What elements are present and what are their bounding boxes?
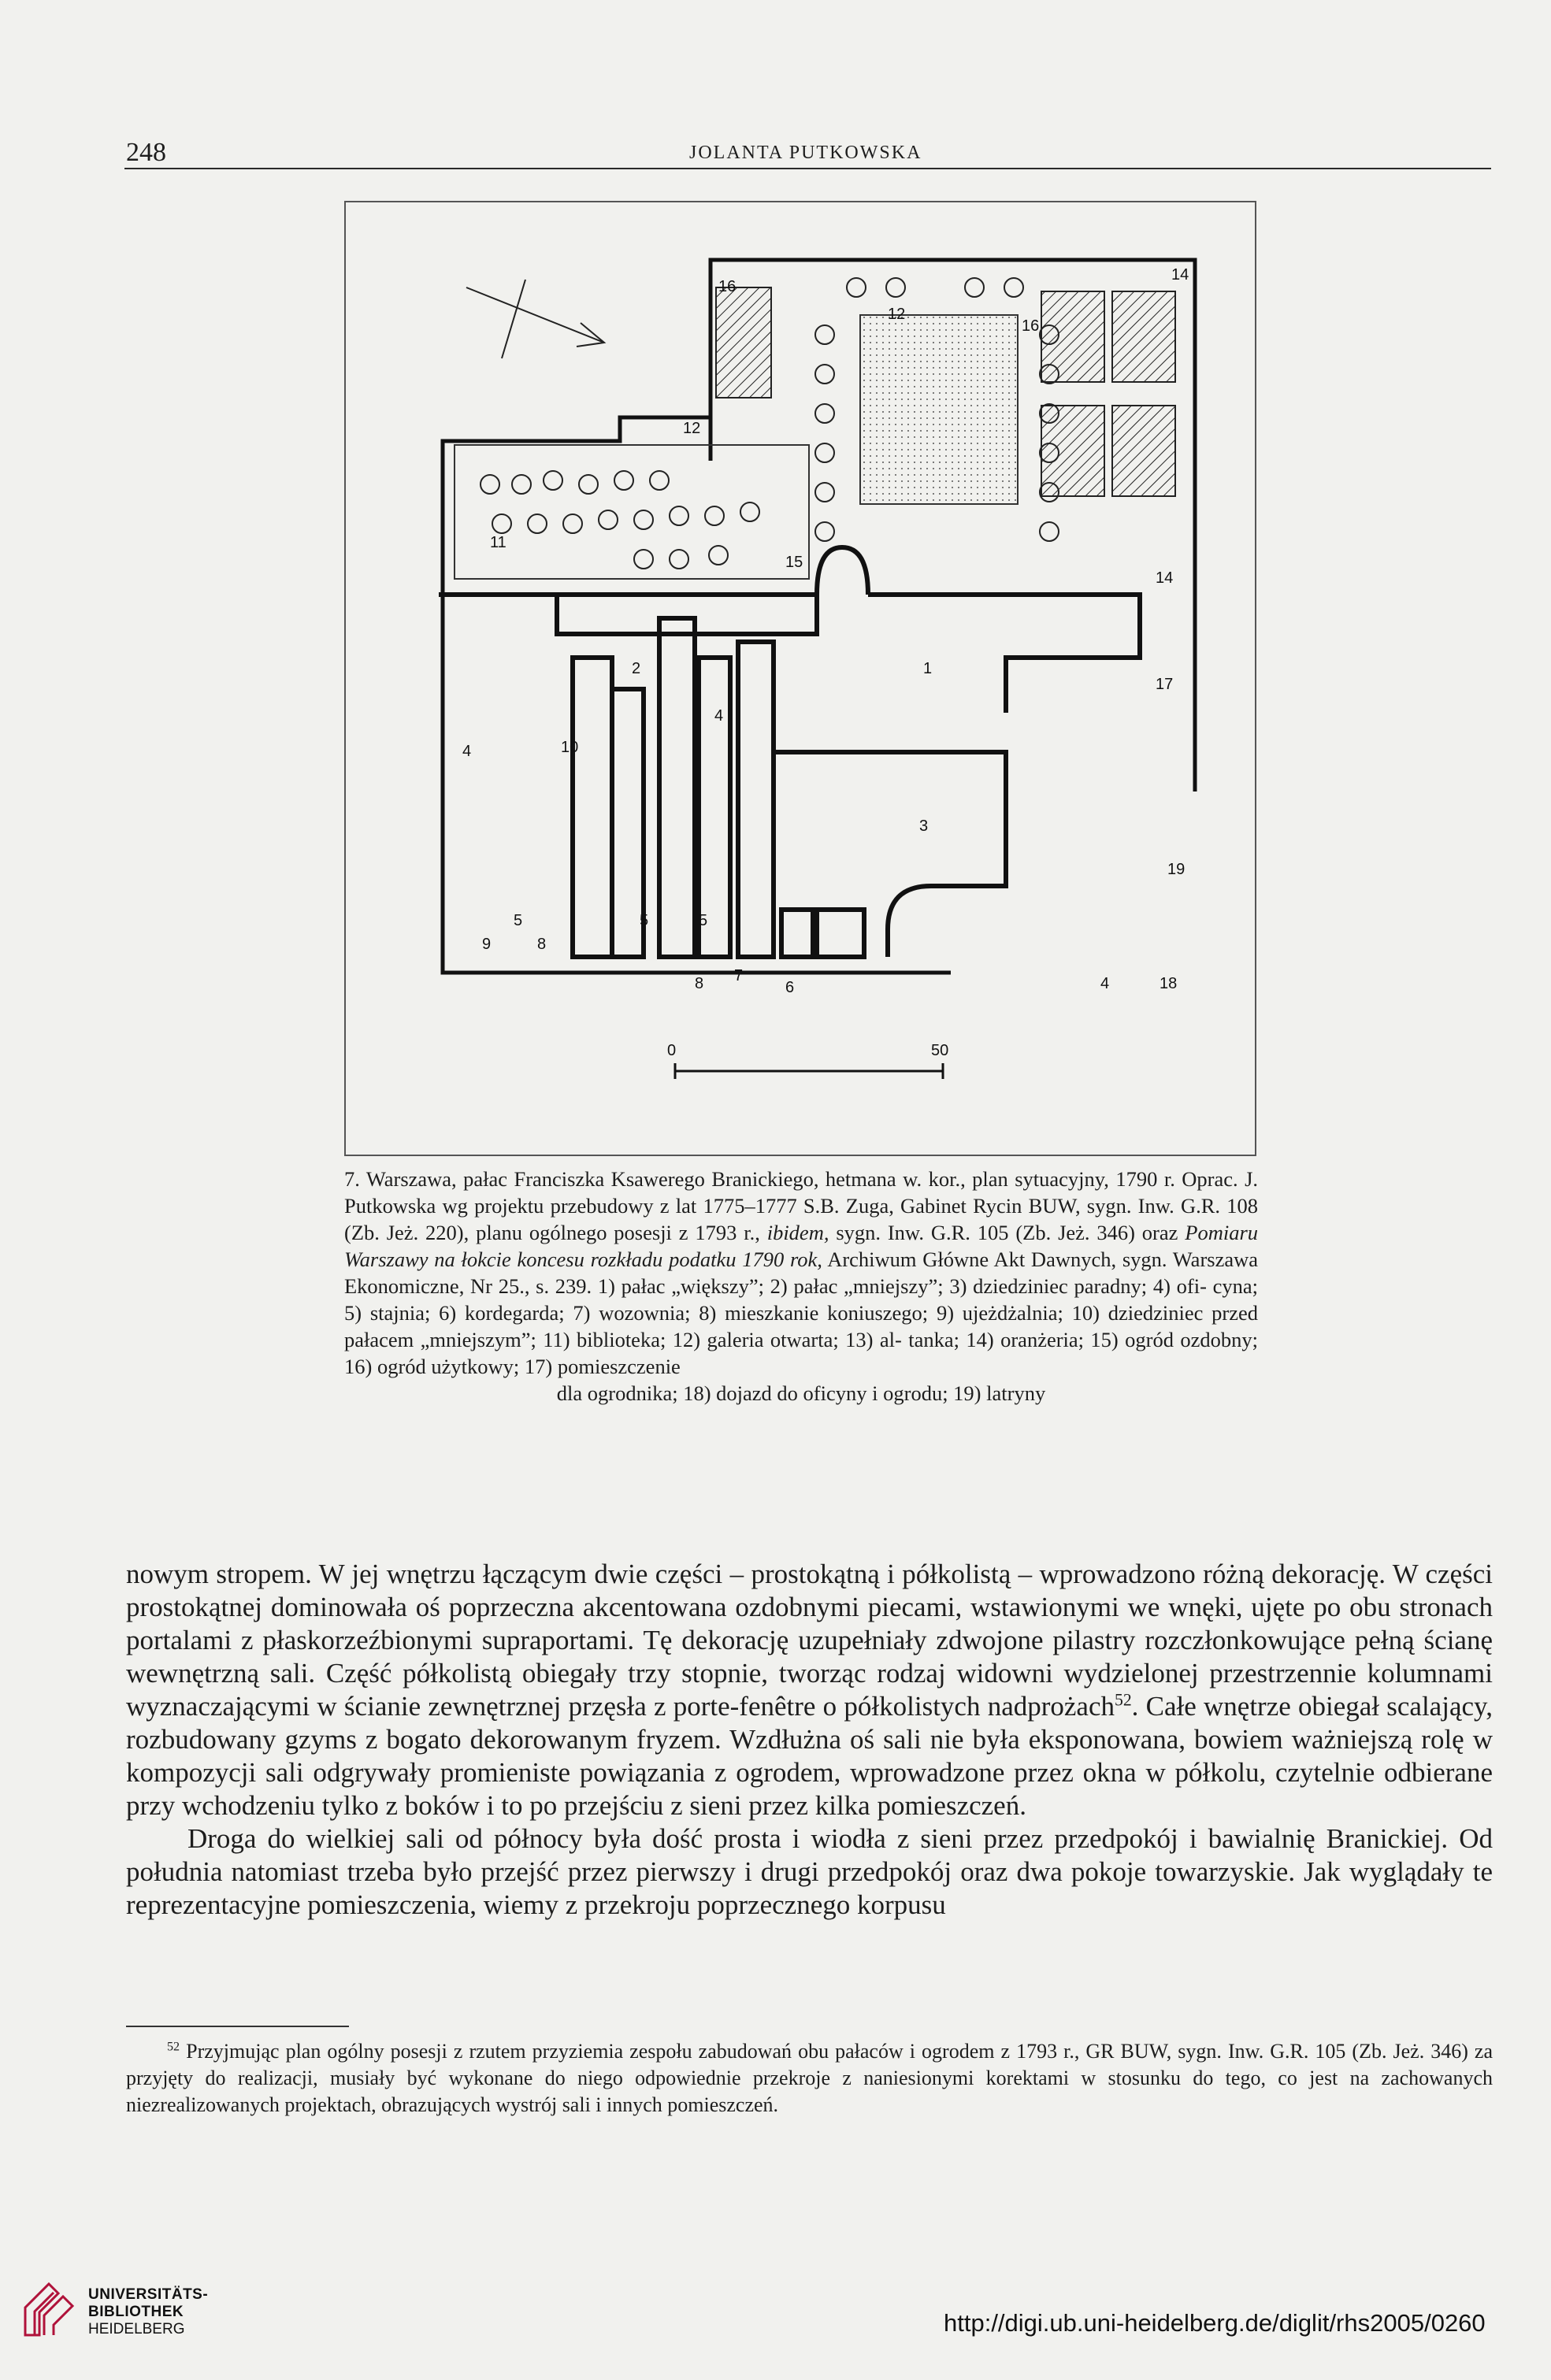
figure-caption: [344, 1166, 1258, 1407]
page-number: 248: [126, 138, 166, 167]
running-head: JOLANTA PUTKOWSKA: [689, 143, 922, 163]
plan-label-16b: 16: [1022, 317, 1040, 335]
north-arrow: [466, 280, 604, 358]
caption-line: Nr 25., s. 239. 1) pałac „większy”; 2) pałac „mniejszy”; 3) dziedziniec paradny; 4) ofi-: [470, 1274, 1207, 1298]
paragraph-1: [126, 1558, 1493, 1822]
library-logo-icon: [17, 2280, 80, 2343]
plan-label-12a: 12: [888, 306, 906, 323]
paragraph-1a: nowym stropem. W jej wnętrzu łączącym dwie części – prostokątną i półkolistą – wprowadzono różną dekorację. W części prostokątnej dominowała oś poprzeczna akcentowana ozdobnymi piecami, wstawionymi we wnęki, ujęte po obu stronach portalami z płaskorzeźbionymi supraportami. Tę dekorację uzupełniały zdwojone pilastry rozczłonkowujące pełną ścianę wewnętrzną sali. Część półkolistą obiegały trzy stopnie, tworząc rodzaj widowni wydzielonej przestrzennie kolumnami wyznaczającymi w ścianie zewnętrznej przęsła z porte-fenêtre o półkolistych nadprożach: [126, 1559, 1493, 1722]
library-line-1: UNIVERSITÄTS-: [88, 2286, 209, 2303]
plan-label-5b: 5: [640, 912, 649, 929]
plan-label-15: 15: [785, 554, 803, 571]
plan-label-1: 1: [923, 660, 933, 677]
header-rule: [124, 168, 1491, 169]
footnote-number: 52: [167, 2040, 180, 2054]
scale-label-fifty: 50: [931, 1042, 949, 1059]
plan-label-8a: 8: [537, 936, 547, 953]
caption-italic: Pomiaru Warszawy na łokcie koncesu rozkładu: [344, 1221, 1259, 1271]
caption-line: 7. Warszawa, pałac Franciszka Ksawerego Branickiego, hetmana w. kor., plan sytuacyjny,: [344, 1167, 1109, 1191]
plan-label-8b: 8: [695, 975, 704, 992]
caption-line: cyna; 5) stajnia; 6) kordegarda; 7) wozownia; 8) mieszkanie koniuszego; 9) ujeżdżalnia;: [344, 1274, 1258, 1325]
paragraph-2: Droga do wielkiej sali od północy była dość prosta i wiodła z sieni przez przedpokój i bawialnię Branickiej. Od południa natomiast trzeba było przejść przez pierwszy i drugi przedpokój oraz dwa pokoje towarzyskie. Jak wyglądały te reprezentacyjne pomieszczenia, wiemy z przekroju poprzecznego korpusu: [126, 1823, 1493, 1920]
building-walls: [439, 547, 1140, 957]
paragraph-1b: . Całe wnętrze obiegał scalający, rozbudowany gzyms z bogato dekorowanym fryzem. Wzdłużna oś sali nie była eksponowana, bowiem ważniejszą rolę w kompozycji sali odgrywały promieniste powiązania z ogrodem, wprowadzone przez okna w półkolu, czytelnie odbierane przy wchodzeniu tylko z boków i to po przejściu z sieni przez kilka pomieszczeń.: [126, 1691, 1493, 1821]
caption-line: tanka; 14) oranżeria; 15) ogród ozdobny; 16) ogród użytkowy; 17) pomieszczenie: [344, 1328, 1258, 1378]
plan-label-9: 9: [482, 936, 492, 953]
plan-label-10: 10: [561, 739, 579, 756]
plan-label-4c: 4: [1100, 975, 1110, 992]
caption-line: 1790 r. Oprac. J. Putkowska wg projektu przebudowy z lat 1775–1777 S.B. Zuga, Gabinet: [344, 1167, 1259, 1218]
plan-label-3: 3: [919, 817, 929, 835]
caption-line: 10) dziedziniec przed pałacem „mniejszym”; 11) biblioteka; 12) galeria otwarta; 13) al-: [344, 1301, 1258, 1351]
plan-label-7: 7: [734, 967, 744, 984]
footnote: [126, 2038, 1493, 2119]
caption-last-line: dla ogrodnika; 18) dojazd do oficyny i ogrodu; 19) latryny: [556, 1381, 1046, 1405]
caption-italic: podatku 1790 rok,: [669, 1247, 822, 1271]
caption-italic: ibidem,: [766, 1221, 829, 1244]
plan-label-12b: 12: [683, 420, 701, 437]
library-line-3: HEIDELBERG: [88, 2321, 185, 2337]
plan-label-19: 19: [1167, 861, 1186, 878]
plan-label-4a: 4: [714, 707, 724, 725]
plan-label-6: 6: [785, 979, 795, 996]
caption-line: sygn. Inw. G.R. 105 (Zb. Jeż. 346) oraz: [836, 1221, 1186, 1244]
footnote-text: Przyjmując plan ogólny posesji z rzutem przyziemia zespołu zabudowań obu pałaców i ogrodem z 1793 r., GR BUW, sygn. Inw. G.R. 105 (Zb. Jeż. 346) za przyjęty do realizacji, musiały być wykonane do niego odpowiednie przekroje z naniesionymi korektami w stosunku do tego, co jest na zachowanych niezrealizowanych projektach, obrazujących wystrój sali i innych pomieszczeń.: [126, 2040, 1493, 2116]
scale-label-zero: 0: [667, 1042, 677, 1059]
plan-label-11: 11: [490, 534, 506, 551]
plan-label-5c: 5: [699, 912, 708, 929]
plan-label-14a: 14: [1171, 266, 1189, 284]
footnote-rule: [126, 2026, 349, 2027]
plan-label-14b: 14: [1156, 569, 1174, 587]
plan-label-16a: 16: [718, 278, 737, 295]
source-url[interactable]: http://digi.ub.uni-heidelberg.de/diglit/rhs2005/0260: [944, 2309, 1486, 2337]
caption-line: Rycin BUW, sygn. Inw. G.R. 108 (Zb. Jeż. 220), planu ogólnego posesji z 1793 r.,: [344, 1194, 1258, 1244]
library-line-2: BIBLIOTHEK: [88, 2304, 184, 2320]
plan-label-2: 2: [632, 660, 641, 677]
plan-label-5a: 5: [514, 912, 523, 929]
plan-label-18: 18: [1160, 975, 1178, 992]
plan-label-4b: 4: [462, 743, 472, 760]
footnote-reference: 52: [1114, 1690, 1132, 1710]
scale-bar: [675, 1063, 943, 1079]
library-name: [88, 2286, 208, 2338]
body-text: [126, 1558, 1493, 1922]
plan-label-17: 17: [1156, 676, 1174, 693]
caption-line: Archiwum Główne Akt Dawnych, sygn. Warszawa Ekonomiczne,: [344, 1247, 1258, 1298]
site-plan-drawing: [344, 201, 1256, 1156]
